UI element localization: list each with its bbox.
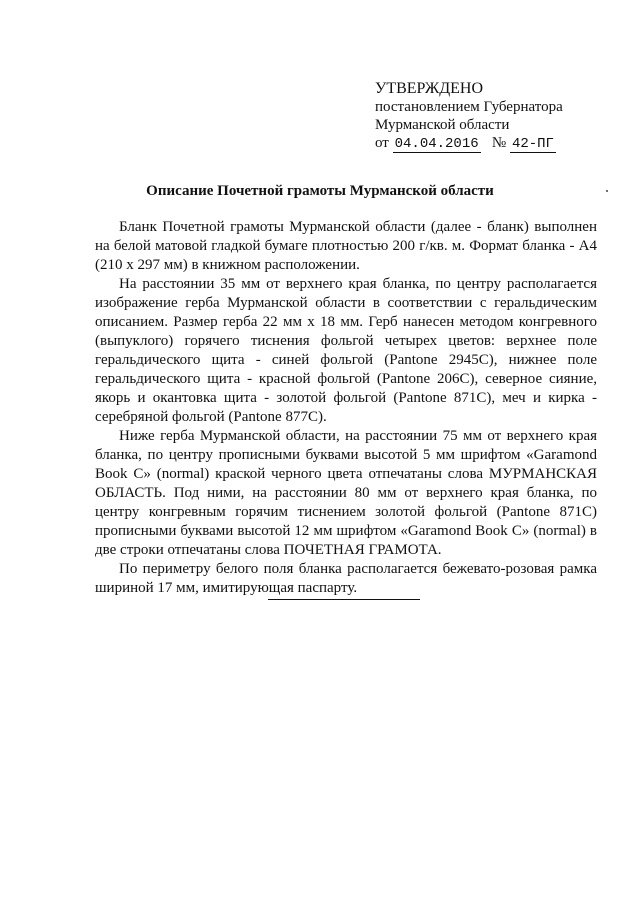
document-title: Описание Почетной грамоты Мурманской области — [146, 183, 494, 199]
end-divider — [268, 599, 420, 600]
paragraph-4: По периметру белого поля бланка располагается бежевато-розовая рамка шириной 17 мм, имитирующая паспарту. — [95, 561, 597, 596]
paragraph-1: Бланк Почетной грамоты Мурманской области (далее - бланк) выполнен на белой матовой гладкой бумаге плотностью 200 г/кв. м. Формат бланка - А4 (210 х 297 мм) в книжном расположении. — [95, 219, 597, 273]
paragraph-3: Ниже герба Мурманской области, на расстоянии 75 мм от верхнего края бланка, по центру прописными буквами высотой 5 мм шрифтом «Garamond Book C» (normal) краской черного цвета отпечатаны слова МУРМАНСКАЯ ОБЛАСТЬ. Под ними, на расстоянии 80 мм от верхнего края бланка, по центру конгревным горячим тиснением золотой фольгой (Pantone 871C) прописными буквами высотой 12 мм шрифтом «Garamond Book C» (normal) в две строки отпечатаны слова ПОЧЕТНАЯ ГРАМОТА. — [95, 428, 597, 558]
date-prefix: от — [375, 135, 389, 151]
paragraph-2: На расстоянии 35 мм от верхнего края бланка, по центру располагается изображение герба Мурманской области в соответствии с геральдическим описанием. Размер герба 22 мм х 18 мм. Герб нанесен методом конгревного (выпуклого) горячего тиснения фольгой четырех цветов: верхнее поле геральдического щита - синей фольгой (Pantone 2945C), нижнее поле геральдического щита - красной фольгой (Pantone 206C), северное сияние, якорь и окантовка щита - золотой фольгой (Pantone 871C), меч и кирка - серебряной фольгой (Pantone 877C). — [95, 276, 597, 425]
approval-stamp — [375, 80, 563, 153]
approval-line-2: Мурманской области — [375, 117, 510, 133]
approval-heading: УТВЕРЖДЕНО — [375, 80, 484, 97]
approval-date: 04.04.2016 — [394, 136, 479, 152]
approval-date-line — [375, 134, 563, 153]
document-body — [95, 218, 597, 598]
approval-number: 42-ПГ — [511, 136, 554, 152]
approval-line-1: постановлением Губернатора — [375, 99, 563, 115]
number-prefix: № — [491, 135, 507, 151]
